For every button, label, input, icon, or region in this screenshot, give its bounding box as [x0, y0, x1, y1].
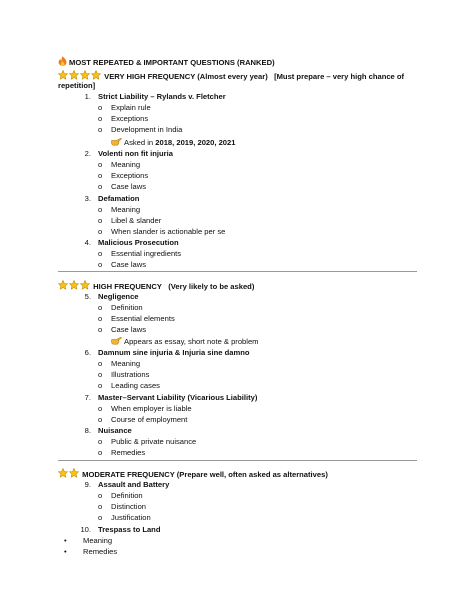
- tip-line: [111, 336, 259, 347]
- sub-marker: o: [98, 502, 103, 511]
- item-number: 9.: [84, 480, 91, 489]
- section-heading: VERY HIGH FREQUENCY (Almost every year): [104, 72, 268, 81]
- section-heading-high: [58, 280, 254, 292]
- item-title: Volenti non fit injuria: [98, 149, 173, 158]
- pointing-hand-icon: [111, 137, 122, 146]
- tip-line: [111, 137, 235, 148]
- sub-item: Case laws: [111, 260, 147, 269]
- section-note: (Very likely to be asked): [168, 282, 255, 291]
- page-title: MOST REPEATED & IMPORTANT QUESTIONS (RANKED): [69, 58, 275, 67]
- item-number: 2.: [84, 149, 91, 158]
- item-number: 4.: [84, 238, 91, 247]
- sub-item: Exceptions: [111, 114, 149, 123]
- sub-item: Illustrations: [111, 370, 150, 379]
- sub-marker: o: [98, 249, 103, 258]
- sub-marker: o: [98, 182, 103, 191]
- star-icon: [80, 70, 90, 80]
- sub-item: Exceptions: [111, 171, 149, 180]
- item-number: 1.: [84, 92, 91, 101]
- tip-text: Appears as essay, short note & problem: [124, 337, 259, 346]
- sub-item: Distinction: [111, 502, 147, 511]
- star-icon: [91, 70, 101, 80]
- item-number: 8.: [84, 426, 91, 435]
- sub-item: Public & private nuisance: [111, 437, 197, 446]
- item-title: Nuisance: [98, 426, 132, 435]
- sub-item: Libel & slander: [111, 216, 162, 225]
- sub-item: Remedies: [111, 448, 146, 457]
- item-number: 10.: [80, 525, 91, 534]
- bullet-item: Meaning: [83, 536, 113, 545]
- item-number: 7.: [84, 393, 91, 402]
- item-title: Malicious Prosecution: [98, 238, 179, 247]
- sub-item: Case laws: [111, 325, 147, 334]
- star-rating-icons: [58, 470, 82, 479]
- sub-item: Essential ingredients: [111, 249, 182, 258]
- tip-text: Asked in: [124, 138, 156, 147]
- fire-icon: [58, 56, 67, 66]
- sub-item: Essential elements: [111, 314, 175, 323]
- item-title: Trespass to Land: [98, 525, 161, 534]
- sub-marker: o: [98, 260, 103, 269]
- star-icon: [58, 70, 68, 80]
- section-divider: [58, 460, 417, 461]
- sub-marker: o: [98, 216, 103, 225]
- sub-item: Justification: [111, 513, 151, 522]
- document-title-line: [58, 56, 275, 68]
- item-title: Strict Liability – Rylands v. Fletcher: [98, 92, 226, 101]
- section-note: [Must prepare – very high chance of: [274, 72, 405, 81]
- item-number: 3.: [84, 194, 91, 203]
- item-number: 5.: [84, 292, 91, 301]
- sub-item: Development in India: [111, 125, 183, 134]
- sub-item: Course of employment: [111, 415, 188, 424]
- sub-item: Leading cases: [111, 381, 160, 390]
- sub-marker: o: [98, 359, 103, 368]
- pointing-hand-icon: [111, 336, 122, 345]
- sub-marker: o: [98, 314, 103, 323]
- sub-marker: o: [98, 404, 103, 413]
- section-heading: HIGH FREQUENCY: [93, 282, 162, 291]
- section-divider: [58, 271, 417, 272]
- star-icon: [58, 280, 68, 290]
- star-icon: [80, 280, 90, 290]
- item-number: 6.: [84, 348, 91, 357]
- star-icon: [58, 468, 68, 478]
- item-title: Negligence: [98, 292, 139, 301]
- sub-marker: o: [98, 227, 103, 236]
- sub-marker: o: [98, 303, 103, 312]
- sub-marker: o: [98, 491, 103, 500]
- sub-marker: o: [98, 513, 103, 522]
- item-title: Assault and Battery: [98, 480, 170, 489]
- sub-marker: o: [98, 125, 103, 134]
- star-rating-icons: [58, 282, 93, 291]
- sub-marker: o: [98, 325, 103, 334]
- sub-marker: o: [98, 171, 103, 180]
- sub-item: Meaning: [111, 359, 141, 368]
- bullet-item: Remedies: [83, 547, 118, 556]
- sub-marker: o: [98, 114, 103, 123]
- star-icon: [69, 468, 79, 478]
- sub-marker: o: [98, 160, 103, 169]
- sub-item: Case laws: [111, 182, 147, 191]
- tip-years: 2018, 2019, 2020, 2021: [155, 138, 236, 147]
- sub-item: Definition: [111, 303, 143, 312]
- sub-marker: o: [98, 448, 103, 457]
- sub-item: Meaning: [111, 205, 141, 214]
- bullet-marker: •: [64, 547, 67, 556]
- sub-marker: o: [98, 415, 103, 424]
- star-rating-icons: [58, 72, 104, 81]
- star-icon: [69, 280, 79, 290]
- item-title: Master–Servant Liability (Vicarious Liability): [98, 393, 258, 402]
- section-heading: MODERATE FREQUENCY (Prepare well, often asked as alternatives): [82, 470, 328, 479]
- sub-item: Explain rule: [111, 103, 151, 112]
- sub-marker: o: [98, 205, 103, 214]
- sub-item: When employer is liable: [111, 404, 192, 413]
- sub-item: Meaning: [111, 160, 141, 169]
- item-title: Defamation: [98, 194, 140, 203]
- sub-item: Definition: [111, 491, 143, 500]
- item-title: Damnum sine injuria & Injuria sine damno: [98, 348, 250, 357]
- section-heading-very-high: [58, 70, 404, 82]
- star-icon: [69, 70, 79, 80]
- sub-marker: o: [98, 370, 103, 379]
- section-note-continued: repetition]: [58, 81, 96, 90]
- sub-marker: o: [98, 381, 103, 390]
- sub-marker: o: [98, 437, 103, 446]
- sub-item: When slander is actionable per se: [111, 227, 226, 236]
- section-heading-moderate: [58, 468, 328, 480]
- bullet-marker: •: [64, 536, 67, 545]
- sub-marker: o: [98, 103, 103, 112]
